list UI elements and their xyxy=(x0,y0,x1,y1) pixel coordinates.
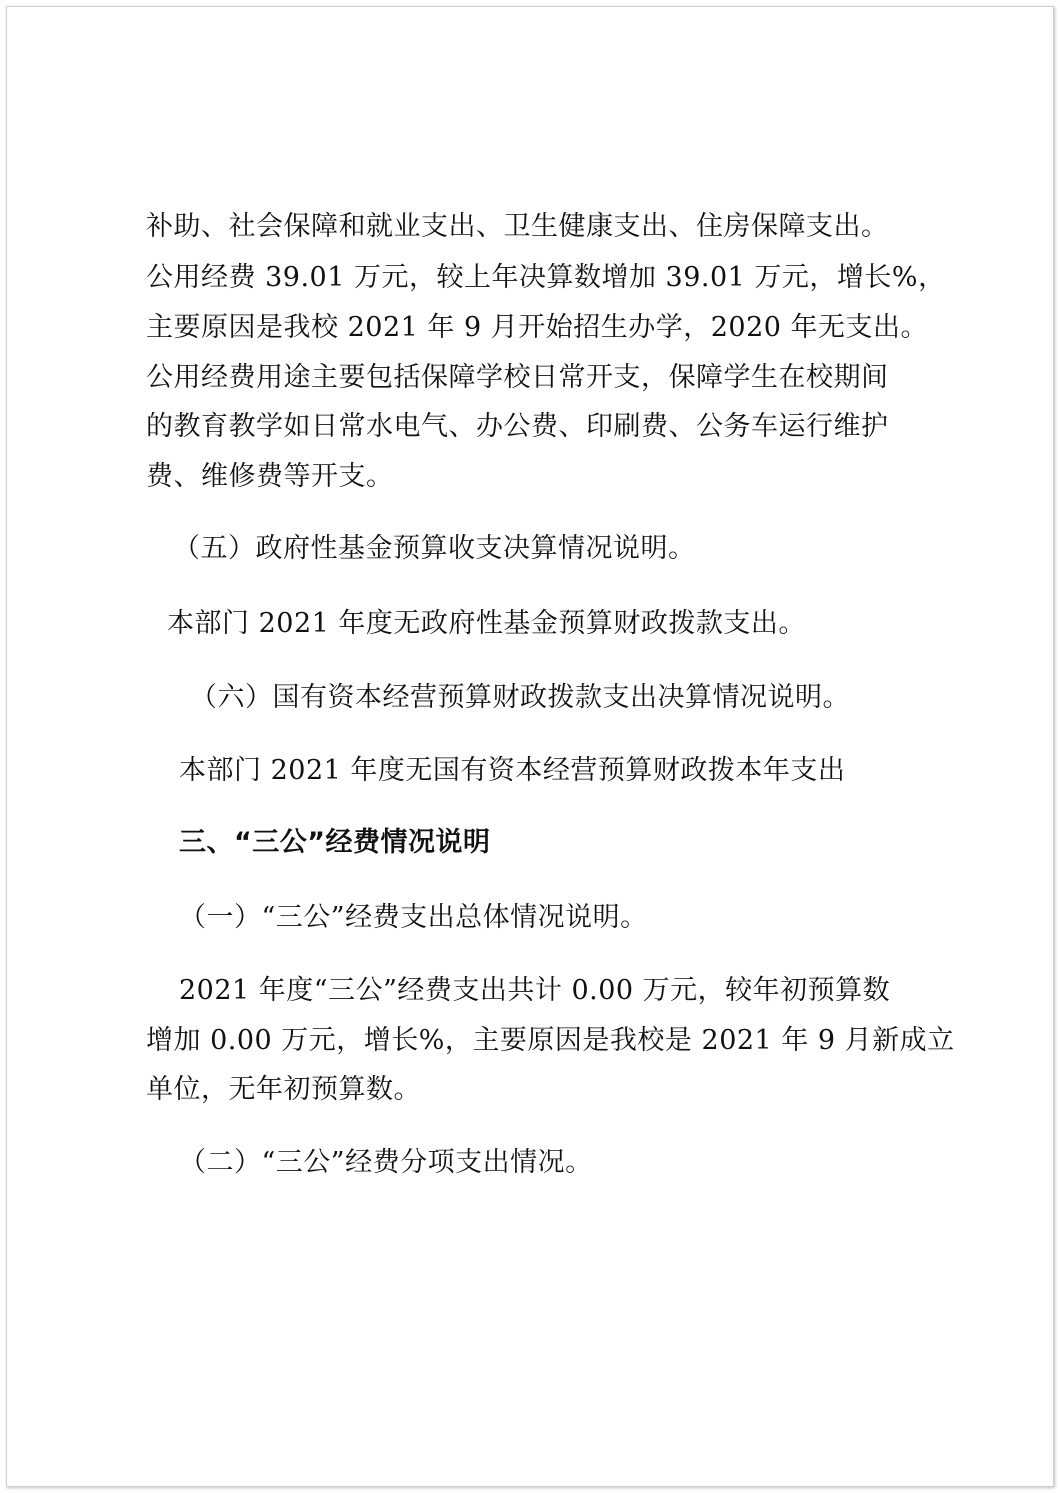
paragraph-line: 公用经费用途主要包括保障学校日常开支，保障学生在校期间 xyxy=(146,362,889,393)
paragraph-line: 的教育教学如日常水电气、办公费、印刷费、公务车运行维护 xyxy=(146,411,889,442)
section-5-heading: （五）政府性基金预算收支决算情况说明。 xyxy=(173,533,696,564)
sub-1-heading: （一）“三公”经费支出总体情况说明。 xyxy=(179,902,648,933)
paragraph-line: 费、维修费等开支。 xyxy=(146,461,394,492)
part-3-heading: 三、“三公”经费情况说明 xyxy=(179,827,491,858)
sub-1-text-line: 增加 0.00 万元，增长%，主要原因是我校是 2021 年 9 月新成立 xyxy=(146,1025,955,1056)
document-page xyxy=(6,6,1054,1487)
sub-1-text-line: 单位，无年初预算数。 xyxy=(146,1074,421,1105)
paragraph-line: 公用经费 39.01 万元，较上年决算数增加 39.01 万元，增长%， xyxy=(146,262,946,293)
paragraph-line: 补助、社会保障和就业支出、卫生健康支出、住房保障支出。 xyxy=(146,211,889,242)
section-6-heading: （六）国有资本经营预算财政拨款支出决算情况说明。 xyxy=(190,682,850,713)
section-5-text: 本部门 2021 年度无政府性基金预算财政拨款支出。 xyxy=(167,608,806,639)
sub-2-heading: （二）“三公”经费分项支出情况。 xyxy=(179,1147,593,1178)
section-6-text: 本部门 2021 年度无国有资本经营预算财政拨本年支出 xyxy=(179,755,846,786)
paragraph-line: 主要原因是我校 2021 年 9 月开始招生办学，2020 年无支出。 xyxy=(146,312,929,343)
sub-1-text-line: 2021 年度“三公”经费支出共计 0.00 万元，较年初预算数 xyxy=(179,975,891,1006)
